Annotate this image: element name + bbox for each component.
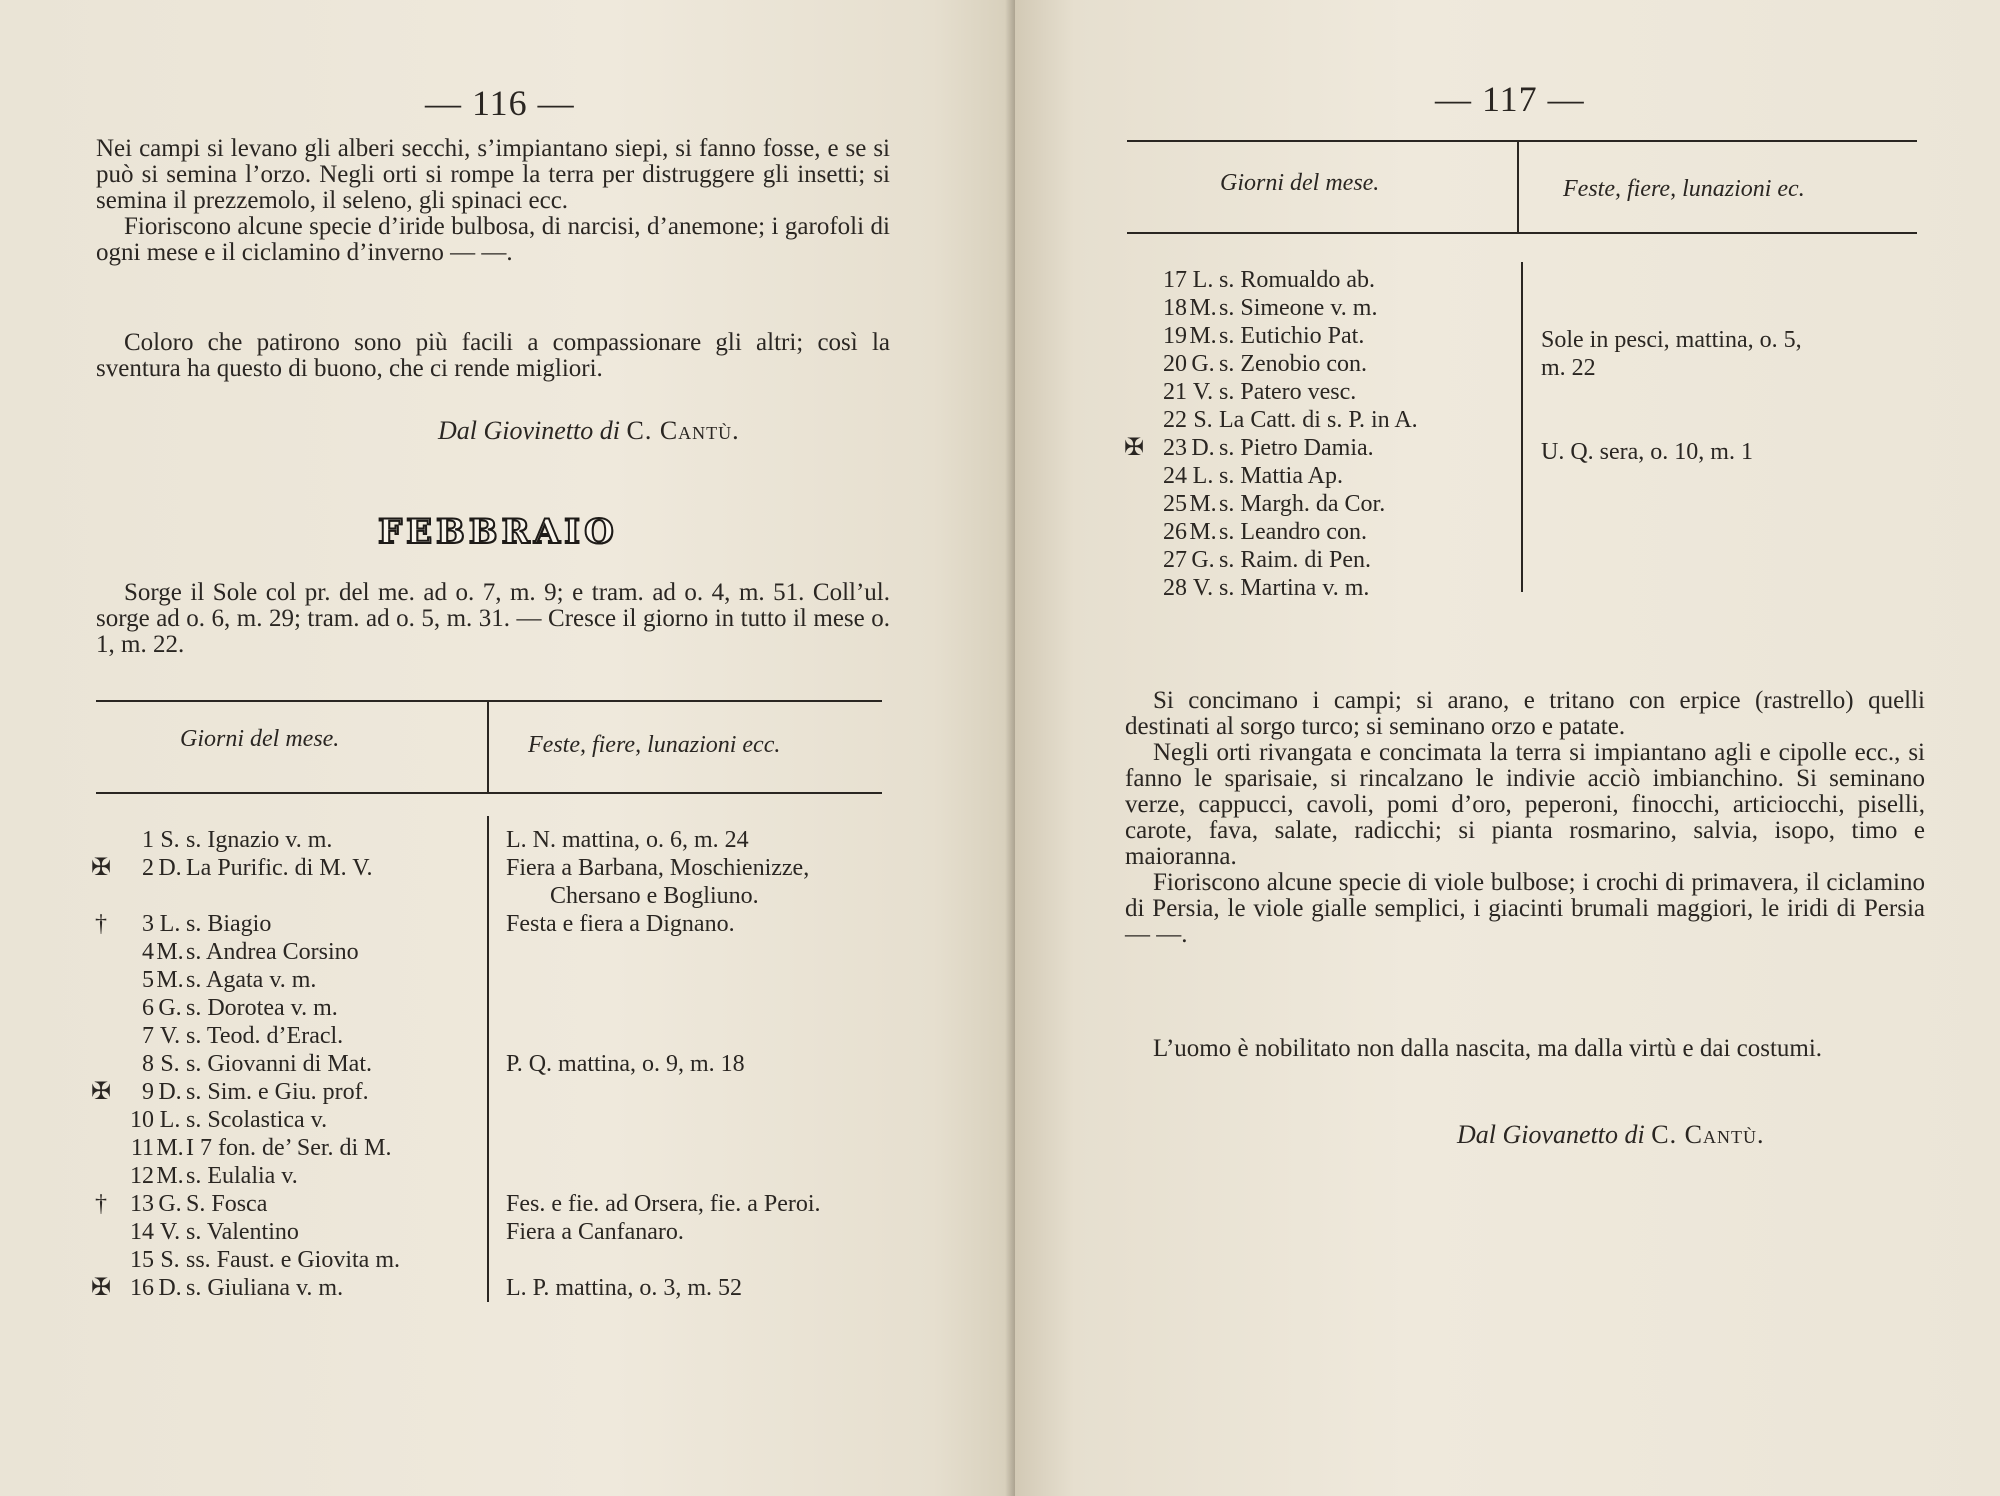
weekday: S. [160, 827, 180, 853]
calendar-row [1125, 322, 1517, 350]
sun-info: Sorge il Sole col pr. del me. ad o. 7, m. 9; e tram. ad o. 4, m. 51. Coll’ul. sorge ad o. 6, m. 29; tram. ad o. 5, m. 31. — Cresce il giorno in tutto il mese o. 1, m. 22. [96, 579, 890, 658]
saint-name: s. Eulalia v. [186, 1163, 298, 1189]
col-header-days: Giorni del mese. [180, 726, 340, 752]
weekday: M. [156, 1163, 184, 1189]
saint-name: s. Dorotea v. m. [186, 995, 338, 1021]
weekday: M. [156, 1135, 184, 1161]
notes-paragraph: Fioriscono alcune specie di viole bulbose; i crochi di primavera, il ciclamino di Persia, le viole gialle semplici, i giacinti brumali maggiori, le iridi di Persia — —. [1125, 869, 1925, 948]
calendar-row [92, 1106, 482, 1134]
maxim: Coloro che patirono sono più facili a compassionare gli altri; così la sventura ha questo di buono, che ci rende migliori. [96, 329, 890, 382]
calendar-event [1541, 438, 1753, 466]
day-number: 24 [1163, 463, 1187, 489]
day-number: 3 [142, 911, 154, 937]
saint-name: s. Scolastica v. [186, 1107, 328, 1133]
calendar-event [506, 854, 809, 910]
event-line: Fiera a Canfanaro. [506, 1219, 684, 1245]
day-number: 1 [142, 827, 154, 853]
calendar-row [1125, 406, 1517, 434]
source-attribution [438, 416, 740, 446]
weekday: G. [1191, 351, 1215, 377]
source-author: C. Cantù. [626, 416, 740, 445]
events-column [506, 826, 886, 1306]
column-divider [487, 816, 489, 1302]
maxim: L’uomo è nobilitato non dalla nascita, ma dalla virtù e dai costumi. [1153, 1035, 1823, 1062]
weekday: M. [1189, 323, 1217, 349]
saint-name: I 7 fon. de’ Ser. di M. [186, 1135, 392, 1161]
day-number: 10 [130, 1107, 154, 1133]
table-top-rule [1127, 140, 1917, 142]
weekday: L. [1192, 463, 1214, 489]
table-top-rule [96, 700, 882, 702]
calendar-row [1125, 574, 1517, 602]
saint-name: s. Raim. di Pen. [1219, 547, 1372, 573]
weekday: V. [159, 1219, 181, 1245]
intro-paragraph: Nei campi si levano gli alberi secchi, s’impiantano siepi, si fanno fosse, e se si può si semina l’orzo. Negli orti si rompe la terra per distruggere gli insetti; si semina il prezzemolo, il seleno, gli spinaci ecc. [96, 135, 890, 214]
calendar-row [1125, 350, 1517, 378]
source-prefix: Dal Giovanetto di [1457, 1120, 1645, 1149]
weekday: V. [1192, 575, 1214, 601]
source-prefix: Dal Giovinetto di [438, 416, 620, 445]
weekday: S. [160, 1051, 180, 1077]
header-divider [1517, 142, 1519, 234]
dagger-icon: † [95, 1191, 107, 1217]
saint-name: S. Fosca [186, 1191, 268, 1217]
table-header-rule [1127, 232, 1917, 234]
event-line: P. Q. mattina, o. 9, m. 18 [506, 1051, 745, 1077]
day-number: 26 [1163, 519, 1187, 545]
day-number: 13 [130, 1191, 154, 1217]
weekday: M. [156, 967, 184, 993]
day-number: 4 [142, 939, 154, 965]
calendar-row [92, 1078, 482, 1106]
saint-name: s. Patero vesc. [1219, 379, 1357, 405]
day-number: 22 [1163, 407, 1187, 433]
day-number: 18 [1163, 295, 1187, 321]
day-number: 28 [1163, 575, 1187, 601]
saint-name: s. Ignazio v. m. [186, 827, 333, 853]
saint-name: s. Romualdo ab. [1219, 267, 1375, 293]
header-divider [487, 702, 489, 792]
day-number: 7 [142, 1023, 154, 1049]
cross-icon: ✠ [90, 1079, 112, 1105]
intro-text [96, 136, 890, 266]
col-header-events: Feste, fiere, lunazioni ec. [1563, 176, 1805, 202]
saint-name: s. Agata v. m. [186, 967, 317, 993]
calendar-row [1125, 266, 1517, 294]
calendar-event [506, 1274, 742, 1302]
weekday: L. [159, 911, 181, 937]
saint-name: s. Margh. da Cor. [1219, 491, 1386, 517]
day-number: 27 [1163, 547, 1187, 573]
day-number: 23 [1163, 435, 1187, 461]
saint-name: s. Simeone v. m. [1219, 295, 1378, 321]
source-author: C. Cantù. [1651, 1120, 1765, 1149]
calendar-row [92, 1022, 482, 1050]
calendar-row [92, 966, 482, 994]
day-number: 11 [130, 1135, 154, 1161]
day-number: 5 [142, 967, 154, 993]
weekday: V. [1192, 379, 1214, 405]
saint-name: s. Zenobio con. [1219, 351, 1367, 377]
calendar-row [92, 938, 482, 966]
weekday: M. [1189, 519, 1217, 545]
calendar-event [506, 1190, 821, 1246]
event-line: Sole in pesci, mattina, o. 5, [1541, 327, 1802, 353]
saint-name: s. Pietro Damia. [1219, 435, 1374, 461]
monthly-notes [1125, 688, 1925, 948]
table-header-rule [96, 792, 882, 794]
calendar-row [92, 1218, 482, 1246]
day-number: 6 [142, 995, 154, 1021]
day-number: 21 [1163, 379, 1187, 405]
weekday: V. [159, 1023, 181, 1049]
day-number: 25 [1163, 491, 1187, 517]
event-line: U. Q. sera, o. 10, m. 1 [1541, 439, 1753, 465]
right-page [1015, 0, 2000, 1496]
day-number: 20 [1163, 351, 1187, 377]
day-number: 15 [130, 1247, 154, 1273]
weekday: M. [1189, 295, 1217, 321]
days-column [92, 826, 482, 1302]
col-header-days: Giorni del mese. [1220, 170, 1380, 196]
cross-icon: ✠ [90, 855, 112, 881]
day-number: 17 [1163, 267, 1187, 293]
event-line: Fes. e fie. ad Orsera, fie. a Peroi. [506, 1191, 821, 1217]
calendar-row [92, 882, 482, 910]
page-number: — 116 — [425, 83, 575, 123]
calendar-event [506, 826, 749, 854]
saint-name: s. Mattia Ap. [1219, 463, 1343, 489]
weekday: L. [159, 1107, 181, 1133]
calendar-row [92, 826, 482, 854]
month-title: FEBBRAIO [378, 512, 618, 552]
event-line: Festa e fiera a Dignano. [506, 911, 735, 937]
weekday: D. [158, 1079, 182, 1105]
calendar-row [92, 1246, 482, 1274]
weekday: G. [1191, 547, 1215, 573]
weekday: L. [1192, 267, 1214, 293]
saint-name: s. Valentino [186, 1219, 299, 1245]
day-number: 16 [130, 1275, 154, 1301]
calendar-row [1125, 462, 1517, 490]
column-divider [1521, 262, 1523, 592]
saint-name: s. Eutichio Pat. [1219, 323, 1365, 349]
saint-name: s. Giovanni di Mat. [186, 1051, 372, 1077]
saint-name: La Purific. di M. V. [186, 855, 373, 881]
saint-name: s. Andrea Corsino [186, 939, 359, 965]
weekday: S. [1193, 407, 1213, 433]
page-number: — 117 — [1435, 79, 1585, 119]
event-line: L. P. mattina, o. 3, m. 52 [506, 1275, 742, 1301]
dagger-icon: † [95, 911, 107, 937]
day-number: 12 [130, 1163, 154, 1189]
saint-name: s. Sim. e Giu. prof. [186, 1079, 369, 1105]
day-number: 19 [1163, 323, 1187, 349]
saint-name: ss. Faust. e Giovita m. [186, 1247, 400, 1273]
day-number: 8 [142, 1051, 154, 1077]
event-line: Chersano e Bogliuno. [550, 883, 759, 909]
events-column [1541, 326, 1961, 576]
calendar-row [1125, 434, 1517, 462]
event-line: L. N. mattina, o. 6, m. 24 [506, 827, 749, 853]
notes-paragraph: Si concimano i campi; si arano, e tritano con erpice (rastrello) quelli destinati al sorgo turco; si seminano orzo e patate. [1125, 687, 1925, 740]
source-attribution [1457, 1120, 1764, 1150]
day-number: 14 [130, 1219, 154, 1245]
weekday: D. [158, 855, 182, 881]
saint-name: s. Leandro con. [1219, 519, 1367, 545]
weekday: G. [158, 995, 182, 1021]
weekday: D. [158, 1275, 182, 1301]
calendar-row [92, 854, 482, 882]
days-column [1125, 266, 1517, 602]
calendar-row [1125, 546, 1517, 574]
weekday: G. [158, 1191, 182, 1217]
cross-icon: ✠ [1123, 435, 1145, 461]
calendar-row [92, 1050, 482, 1078]
saint-name: La Catt. di s. P. in A. [1219, 407, 1418, 433]
notes-paragraph: Negli orti rivangata e concimata la terra si impiantano agli e cipolle ecc., si fanno le sparisaie, si rincalzano le indivie acciò imbianchino. Si seminano verze, cappucci, cavoli, pomi d’oro, peperoni, finocchi, articiocchi, piselli, carote, fava, salate, radicchi; si pianta rosmarino, salvia, isopo, timo e maioranna. [1125, 739, 1925, 870]
weekday: S. [160, 1247, 180, 1273]
calendar-row [92, 1274, 482, 1302]
weekday: M. [156, 939, 184, 965]
calendar-event [1541, 326, 1802, 382]
weekday: M. [1189, 491, 1217, 517]
calendar-row [92, 1162, 482, 1190]
calendar-event [506, 910, 735, 938]
weekday: D. [1191, 435, 1215, 461]
event-line: Fiera a Barbana, Moschienizze, [506, 855, 810, 881]
calendar-row [1125, 490, 1517, 518]
calendar-row [1125, 294, 1517, 322]
calendar-row [92, 1134, 482, 1162]
col-header-events: Feste, fiere, lunazioni ecc. [528, 732, 781, 758]
day-number: 9 [142, 1079, 154, 1105]
calendar-row [92, 994, 482, 1022]
saint-name: s. Giuliana v. m. [186, 1275, 344, 1301]
calendar-event [506, 1050, 745, 1078]
calendar-row [92, 910, 482, 938]
saint-name: s. Teod. d’Eracl. [186, 1023, 344, 1049]
day-number: 2 [142, 855, 154, 881]
calendar-row [1125, 518, 1517, 546]
saint-name: s. Martina v. m. [1219, 575, 1370, 601]
event-line: m. 22 [1541, 355, 1596, 381]
calendar-row [92, 1190, 482, 1218]
saint-name: s. Biagio [186, 911, 272, 937]
cross-icon: ✠ [90, 1275, 112, 1301]
calendar-row [1125, 378, 1517, 406]
intro-paragraph: Fioriscono alcune specie d’iride bulbosa, di narcisi, d’anemone; i garofoli di ogni mese e il ciclamino d’inverno — —. [96, 213, 890, 266]
